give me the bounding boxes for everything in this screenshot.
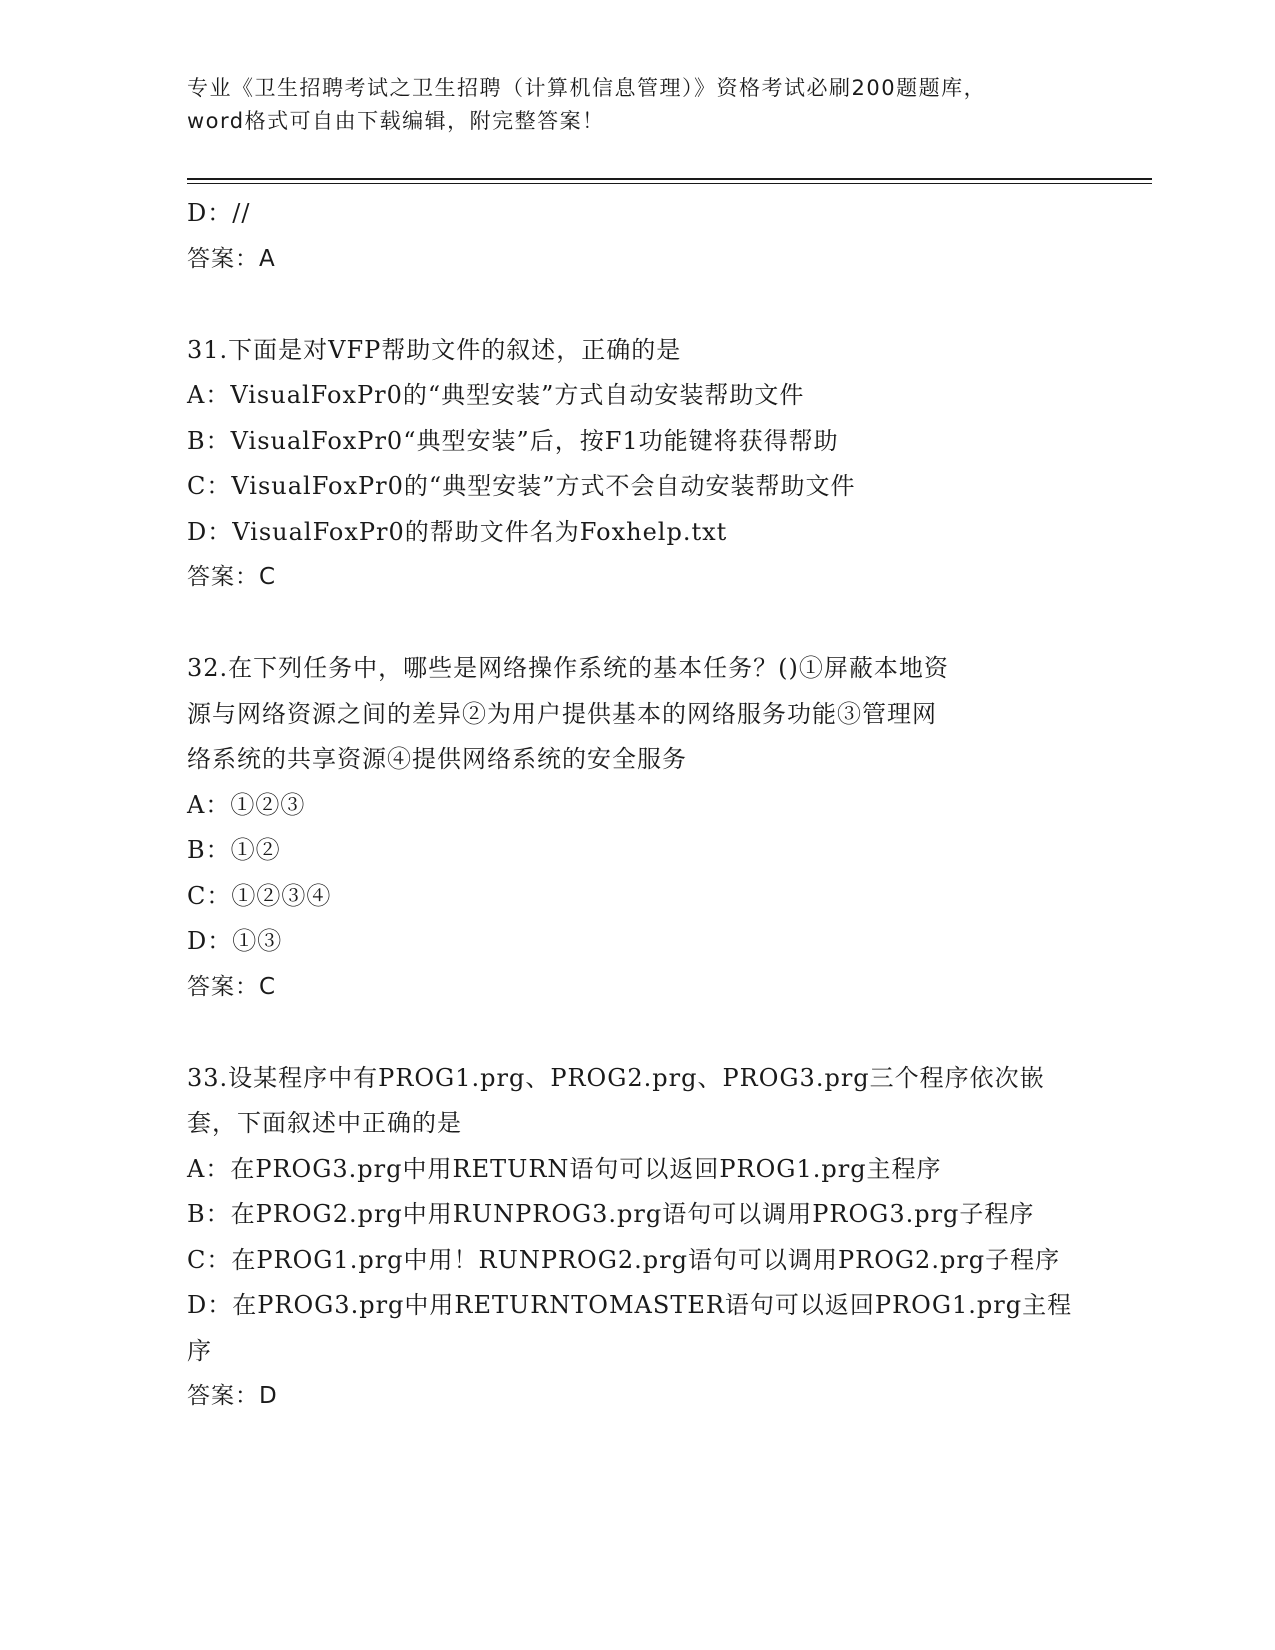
q32-option-b: B：①② — [187, 836, 281, 864]
question-content — [187, 191, 1087, 1420]
spacer — [187, 601, 1087, 647]
q33-option-a: A：在PROG3.prg中用RETURN语句可以返回PROG1.prg主程序 — [187, 1154, 942, 1183]
header-rule-thick — [187, 178, 1152, 180]
q31-option-c: C：VisualFoxPr0的“典型安装”方式不会自动安装帮助文件 — [187, 472, 856, 500]
q32-stem-line-3: 络系统的共享资源④提供网络系统的安全服务 — [187, 745, 687, 773]
q33-answer: 答案：D — [187, 1383, 278, 1409]
document-header — [187, 72, 1087, 138]
q32-option-c: C：①②③④ — [187, 881, 332, 910]
q32-stem-line-1: 32.在下列任务中，哪些是网络操作系统的基本任务？()①屏蔽本地资 — [187, 654, 949, 682]
spacer — [187, 282, 1087, 328]
q33-stem-line-1: 33.设某程序中有PROG1.prg、PROG2.prg、PROG3.prg三个程序依次嵌 — [187, 1063, 1045, 1092]
q31-option-b: B：VisualFoxPr0“典型安装”后，按F1功能键将获得帮助 — [187, 426, 839, 455]
header-rule-thin — [187, 183, 1152, 184]
q33-option-b: B：在PROG2.prg中用RUNPROG3.prg语句可以调用PROG3.prg子程序 — [187, 1200, 1035, 1228]
q32-option-d: D：①③ — [187, 927, 283, 955]
q33-option-d-continued: 序 — [187, 1336, 212, 1365]
header-line-2: word格式可自由下载编辑，附完整答案！ — [187, 109, 605, 133]
q33-option-c: C：在PROG1.prg中用！RUNPROG2.prg语句可以调用PROG2.prg子程序 — [187, 1245, 1061, 1274]
q31-answer: 答案：C — [187, 564, 277, 590]
q31-option-d: D：VisualFoxPr0的帮助文件名为Foxhelp.txt — [187, 517, 728, 546]
prev-option-d: D：// — [187, 199, 251, 227]
q32-option-a: A：①②③ — [187, 790, 306, 819]
q33-stem-line-2: 套，下面叙述中正确的是 — [187, 1109, 462, 1137]
prev-answer: 答案：A — [187, 245, 276, 272]
q31-option-a: A：VisualFoxPr0的“典型安装”方式自动安装帮助文件 — [187, 381, 805, 409]
q33-option-d: D：在PROG3.prg中用RETURNTOMASTER语句可以返回PROG1.prg主程 — [187, 1291, 1073, 1319]
q31-stem: 31.下面是对VFP帮助文件的叙述，正确的是 — [187, 335, 682, 364]
q32-answer: 答案：C — [187, 973, 277, 1000]
header-line-1: 专业《卫生招聘考试之卫生招聘（计算机信息管理）》资格考试必刷200题题库， — [187, 76, 987, 100]
spacer — [187, 1010, 1087, 1056]
q32-stem-line-2: 源与网络资源之间的差异②为用户提供基本的网络服务功能③管理网 — [187, 699, 937, 728]
